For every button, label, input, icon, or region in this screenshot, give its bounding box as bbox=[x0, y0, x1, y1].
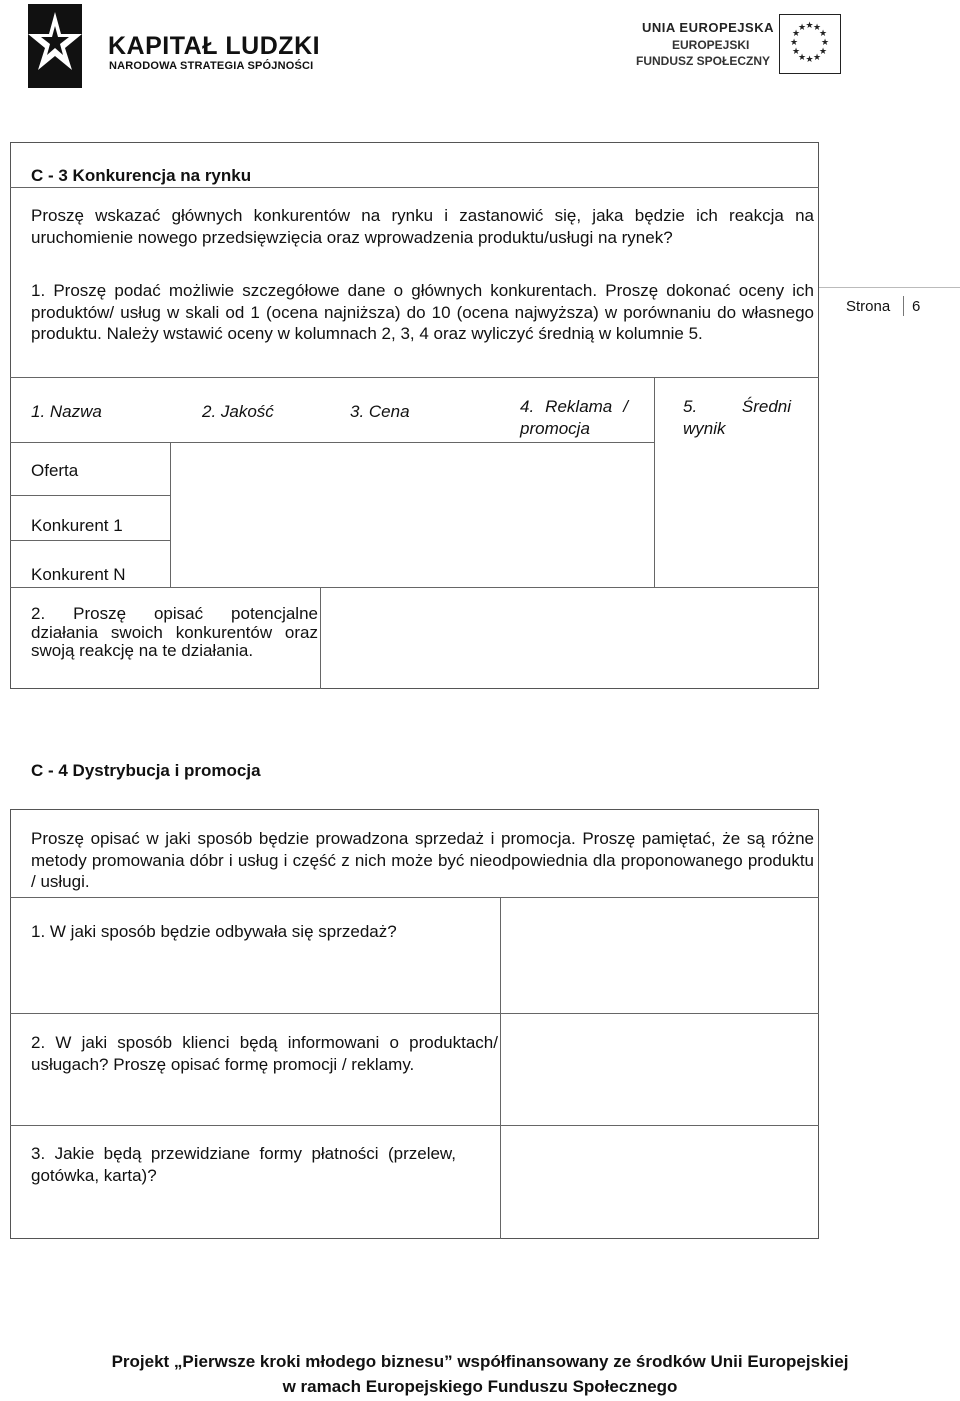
c3-line-table-top bbox=[10, 377, 819, 378]
col-header-quality: 2. Jakość bbox=[202, 402, 274, 421]
footer-line-2: w ramach Europejskiego Funduszu Społecznego bbox=[282, 1377, 678, 1396]
avg-header-text: 5. Średni wynik bbox=[683, 397, 792, 438]
c4-line-2 bbox=[10, 1013, 819, 1014]
row-label-konkurent-1: Konkurent 1 bbox=[31, 516, 123, 535]
logo-title: KAPITAŁ LUDZKI bbox=[108, 32, 321, 60]
c4-question-3: 3. Jakie będą przewidziane formy płatności (przelew, gotówka, karta)? bbox=[31, 1144, 456, 1185]
svg-text:★: ★ bbox=[812, 53, 822, 63]
c4-line-3 bbox=[10, 1125, 819, 1126]
side-rule bbox=[818, 287, 960, 288]
page-number: 6 bbox=[912, 298, 921, 315]
c4-col-sep bbox=[500, 897, 501, 1239]
svg-text:★: ★ bbox=[812, 23, 822, 33]
footer-line-1: Projekt „Pierwsze kroki młodego biznesu” współfinansowany ze środków Unii Europejskiej bbox=[111, 1352, 849, 1371]
row-label-oferta: Oferta bbox=[31, 461, 79, 480]
eu-line2: EUROPEJSKI bbox=[672, 38, 750, 52]
svg-text:★: ★ bbox=[818, 29, 828, 39]
svg-text:★: ★ bbox=[818, 47, 828, 57]
c3-question-2: 2. Proszę opisać potencjalne działania swoich konkurentów oraz swoją reakcję na te działania. bbox=[31, 604, 318, 660]
star-emblem-icon bbox=[28, 4, 88, 88]
page-separator bbox=[903, 296, 904, 316]
col-header-price: 3. Cena bbox=[350, 402, 410, 421]
eu-flag-icon bbox=[779, 14, 841, 74]
logo-subtitle: NARODOWA STRATEGIA SPÓJNOŚCI bbox=[109, 60, 314, 72]
c3-q2-sep bbox=[320, 587, 321, 689]
svg-text:★: ★ bbox=[789, 38, 799, 48]
c3-line-row1 bbox=[10, 495, 170, 496]
col-header-avg bbox=[683, 396, 801, 439]
eu-logo bbox=[636, 14, 936, 78]
c3-title: C - 3 Konkurencja na rynku bbox=[31, 166, 252, 185]
svg-text:★: ★ bbox=[791, 29, 801, 39]
c4-line-1 bbox=[10, 897, 819, 898]
kapital-ludzki-logo bbox=[28, 4, 328, 88]
svg-text:★: ★ bbox=[805, 21, 814, 31]
col-header-promo: 4. Reklama / promocja bbox=[520, 397, 628, 438]
eu-line3: FUNDUSZ SPOŁECZNY bbox=[636, 54, 771, 68]
c4-question-1: 1. W jaki sposób będzie odbywała się sprzedaż? bbox=[31, 922, 397, 941]
eu-line1: UNIA EUROPEJSKA bbox=[642, 20, 774, 35]
c3-col-sep-1 bbox=[170, 442, 171, 587]
col-header-name: 1. Nazwa bbox=[31, 402, 102, 421]
c3-line-row3 bbox=[10, 587, 819, 588]
c4-question-2: 2. W jaki sposób klienci będą informowani o produktach/ usługach? Proszę opisać formę promocji / reklamy. bbox=[31, 1033, 498, 1074]
c3-line-row2 bbox=[10, 540, 170, 541]
c3-col-sep-5 bbox=[654, 377, 655, 587]
c3-line-title bbox=[10, 187, 819, 188]
c3-line-header-row bbox=[10, 442, 654, 443]
c4-intro: Proszę opisać w jaki sposób będzie prowadzona sprzedaż i promocja. Proszę pamiętać, że są różne metody promowania dóbr i usług i część z nich może być nieodpowiednia dla proponowanego produktu / usługi. bbox=[31, 829, 814, 891]
row-label-konkurent-n: Konkurent N bbox=[31, 565, 126, 584]
svg-text:★: ★ bbox=[820, 38, 830, 48]
c3-question-1: 1. Proszę podać możliwie szczegółowe dane o głównych konkurentach. Proszę dokonać oceny ich produktów/ usług w skali od 1 (ocena najniższa) do 10 (ocena najwyższa) w porównaniu do własnego produktu. Należy wstawić oceny w kolumnach 2, 3, 4 oraz wyliczyć średnią w kolumnie 5. bbox=[31, 281, 814, 343]
c3-intro: Proszę wskazać głównych konkurentów na rynku i zastanowić się, jaka będzie ich reakcja na uruchomienie nowego przedsięwzięcia oraz wprowadzenia produktu/usługi na rynek? bbox=[31, 206, 814, 247]
svg-text:★: ★ bbox=[797, 53, 807, 63]
svg-text:★: ★ bbox=[805, 55, 814, 65]
page-label: Strona bbox=[846, 298, 891, 315]
svg-text:★: ★ bbox=[797, 23, 807, 33]
c4-title: C - 4 Dystrybucja i promocja bbox=[31, 761, 261, 780]
svg-text:★: ★ bbox=[791, 47, 801, 57]
